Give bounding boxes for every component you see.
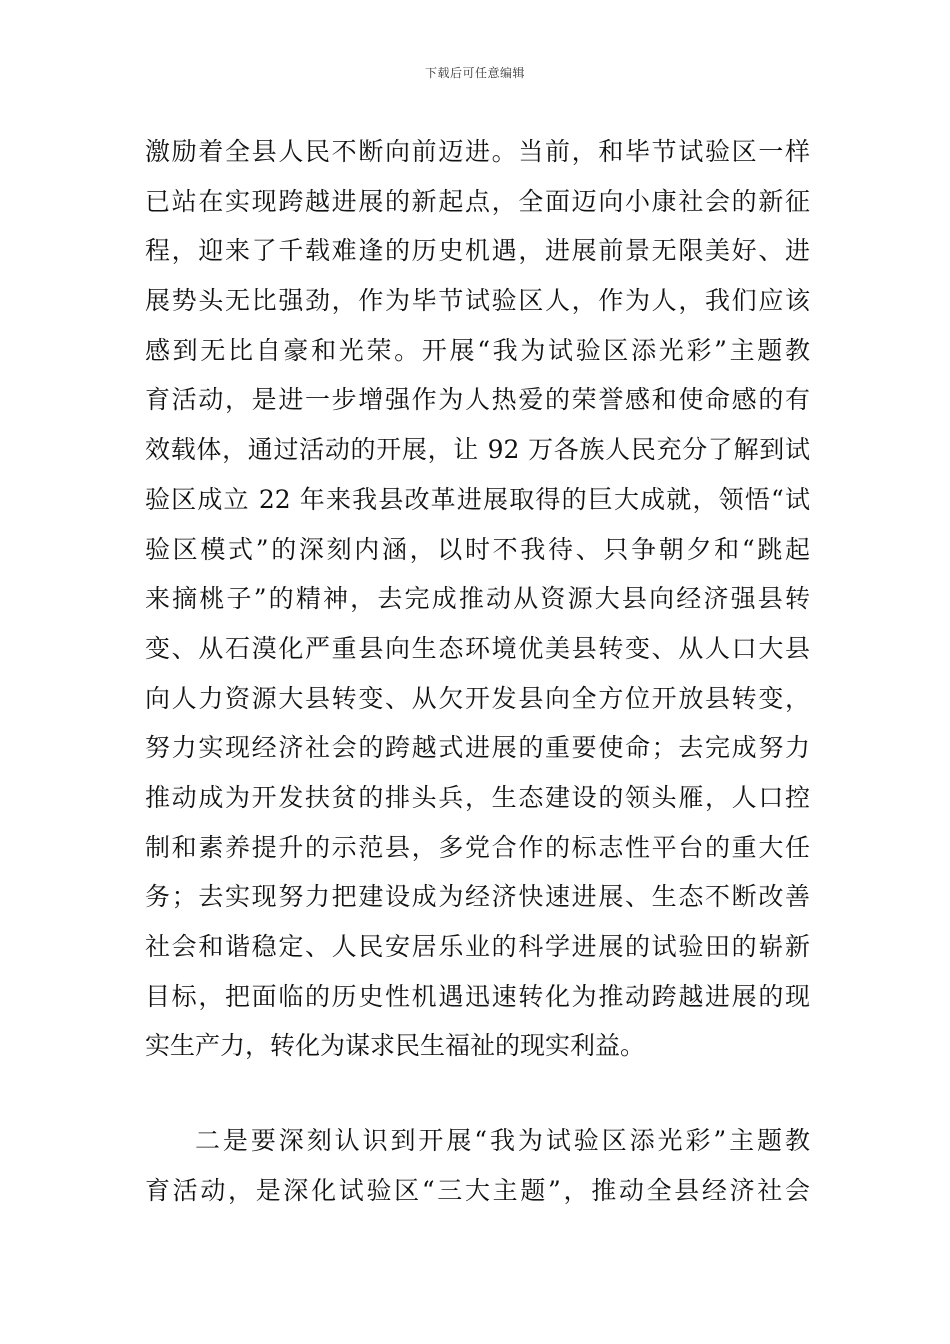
text-line: 变、从石漠化严重县向生态环境优美县转变、从人口大县 [145, 633, 810, 663]
paragraph-1 [145, 127, 810, 1071]
text-line-indented: 二是要深刻认识到开展“我为试验区添光彩”主题教 [195, 1126, 810, 1155]
text-line: 育活动，是深化试验区“三大主题”，推动全县经济社会 [145, 1175, 810, 1205]
text-line: 目标，把面临的历史性机遇迅速转化为推动跨越进展的现 [145, 981, 810, 1011]
paragraph-2 [145, 1116, 810, 1215]
text-line: 育活动，是进一步增强作为人热爱的荣誉感和使命感的有 [145, 385, 810, 415]
text-line: 验区模式”的深刻内涵，以时不我待、只争朝夕和“跳起 [145, 534, 810, 564]
text-line: 验区成立 22 年来我县改革进展取得的巨大成就，领悟“试 [145, 484, 810, 514]
text-line: 效载体，通过活动的开展，让 92 万各族人民充分了解到试 [145, 435, 810, 465]
text-line: 向人力资源大县转变、从欠开发县向全方位开放县转变， [145, 683, 810, 713]
page-header: 下载后可任意编辑 [424, 66, 525, 80]
text-line: 制和素养提升的示范县，多党合作的标志性平台的重大任 [145, 832, 810, 862]
text-line: 推动成为开发扶贫的排头兵，生态建设的领头雁，人口控 [145, 782, 810, 812]
text-line: 激励着全县人民不断向前迈进。当前，和毕节试验区一样 [145, 137, 810, 166]
text-line: 社会和谐稳定、人民安居乐业的科学进展的试验田的崭新 [145, 932, 810, 961]
text-line: 努力实现经济社会的跨越式进展的重要使命；去完成努力 [145, 733, 810, 763]
text-line-last: 实生产力，转化为谋求民生福祉的现实利益。 [145, 1031, 646, 1061]
text-line: 来摘桃子”的精神，去完成推动从资源大县向经济强县转 [145, 584, 810, 614]
text-line: 务；去实现努力把建设成为经济快速进展、生态不断改善 [145, 882, 810, 912]
text-line: 程，迎来了千载难逢的历史机遇，进展前景无限美好、进 [145, 236, 810, 266]
text-line: 展势头无比强劲，作为毕节试验区人，作为人，我们应该 [145, 286, 810, 316]
text-line: 感到无比自豪和光荣。开展“我为试验区添光彩”主题教 [145, 335, 810, 365]
text-line: 已站在实现跨越进展的新起点，全面迈向小康社会的新征 [145, 186, 810, 216]
